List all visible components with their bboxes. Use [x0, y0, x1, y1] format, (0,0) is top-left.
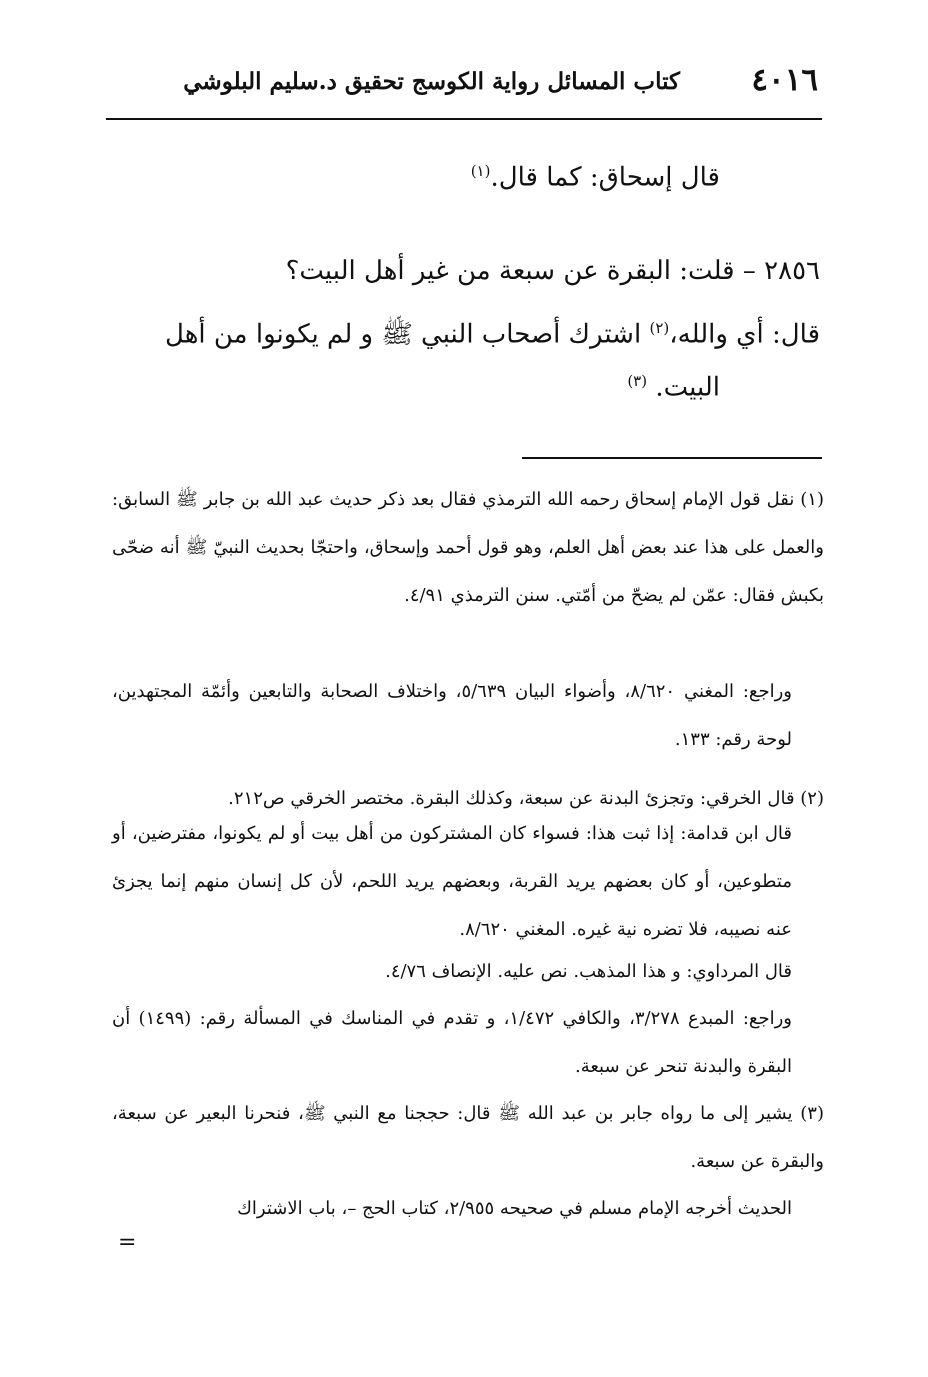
header-rule [106, 118, 822, 120]
footnote-separator [522, 457, 822, 459]
footnote-2: (٢) قال الخرقي: وتجزئ البدنة عن سبعة، وكذلك البقرة. مختصر الخرقي ص٢١٢. [228, 788, 824, 809]
footnote-1-references: وراجع: المغني ٨/٦٢٠، وأضواء البيان ٥/٦٣٩، واختلاف الصحابة والتابعين وأئمّة المجتهدين، لوحة رقم: ١٣٣. [112, 681, 792, 750]
question-line [108, 245, 820, 297]
answer-part-c: البيت. [655, 372, 720, 403]
question-number: ٢٨٥٦ – [742, 256, 820, 286]
footnote-2-ibn-qudama: قال ابن قدامة: إذا ثبت هذا: فسواء كان المشتركون من أهل بيت أو لم يكونوا، مفترضين، أو متطوعين، أو كان بعضهم يريد القربة، وبعضهم يريد اللحم، لأن كل إنسان منهم إنما يجزئ عنه نصيبه، فلا تضره نية غيره. المغني ٨/٦٢٠. [112, 823, 792, 940]
answer-line [108, 302, 820, 361]
page-number: ٤٠١٦ [751, 62, 818, 98]
ishaq-saying-text: قال إسحاق: كما قال. [490, 162, 720, 193]
ishaq-saying [100, 145, 720, 204]
footnote-1: (١) نقل قول الإمام إسحاق رحمه الله الترمذي فقال بعد ذكر حديث عبد الله بن جابر ﷺ السابق: والعمل على هذا عند بعض أهل العلم، وهو قول أحمد وإسحاق، واحتجّا بحديث النبيّ ﷺ أنه ضحّى بكبش فقال: عمّن لم يضحّ من أمّتي. سنن الترمذي ٤/٩١. [112, 489, 824, 606]
page-header [108, 62, 820, 114]
answer-part-a: قال: أي والله، [669, 319, 820, 350]
footnote-ref-2: (٢) [649, 319, 670, 337]
answer-end [100, 355, 720, 414]
footnote-3-source: الحديث أخرجه الإمام مسلم في صحيحه ٢/٩٥٥، كتاب الحج –، باب الاشتراك [237, 1198, 792, 1219]
footnote-ref-1: (١) [470, 162, 491, 180]
footnote-2-mardawi: قال المرداوي: و هذا المذهب. نص عليه. الإنصاف ٤/٧٦. [385, 961, 792, 982]
answer-part-b: اشترك أصحاب النبي ﷺ و لم يكونوا من أهل [165, 319, 642, 350]
continuation-mark: = [118, 1230, 137, 1255]
book-title: كتاب المسائل رواية الكوسج تحقيق د.سليم البلوشي [183, 68, 680, 95]
footnote-3: (٣) يشير إلى ما رواه جابر بن عبد الله ﷺ قال: حججنا مع النبي ﷺ، فنحرنا البعير عن سبعة، والبقرة عن سبعة. [112, 1103, 824, 1172]
footnote-ref-3: (٣) [627, 372, 648, 390]
footnote-2-references: وراجع: المبدع ٣/٢٧٨، والكافي ١/٤٧٢، و تقدم في المناسك في المسألة رقم: (١٤٩٩) أن البقرة والبدنة تنحر عن سبعة. [112, 1008, 792, 1077]
question-text: قلت: البقرة عن سبعة من غير أهل البيت؟ [285, 256, 735, 286]
